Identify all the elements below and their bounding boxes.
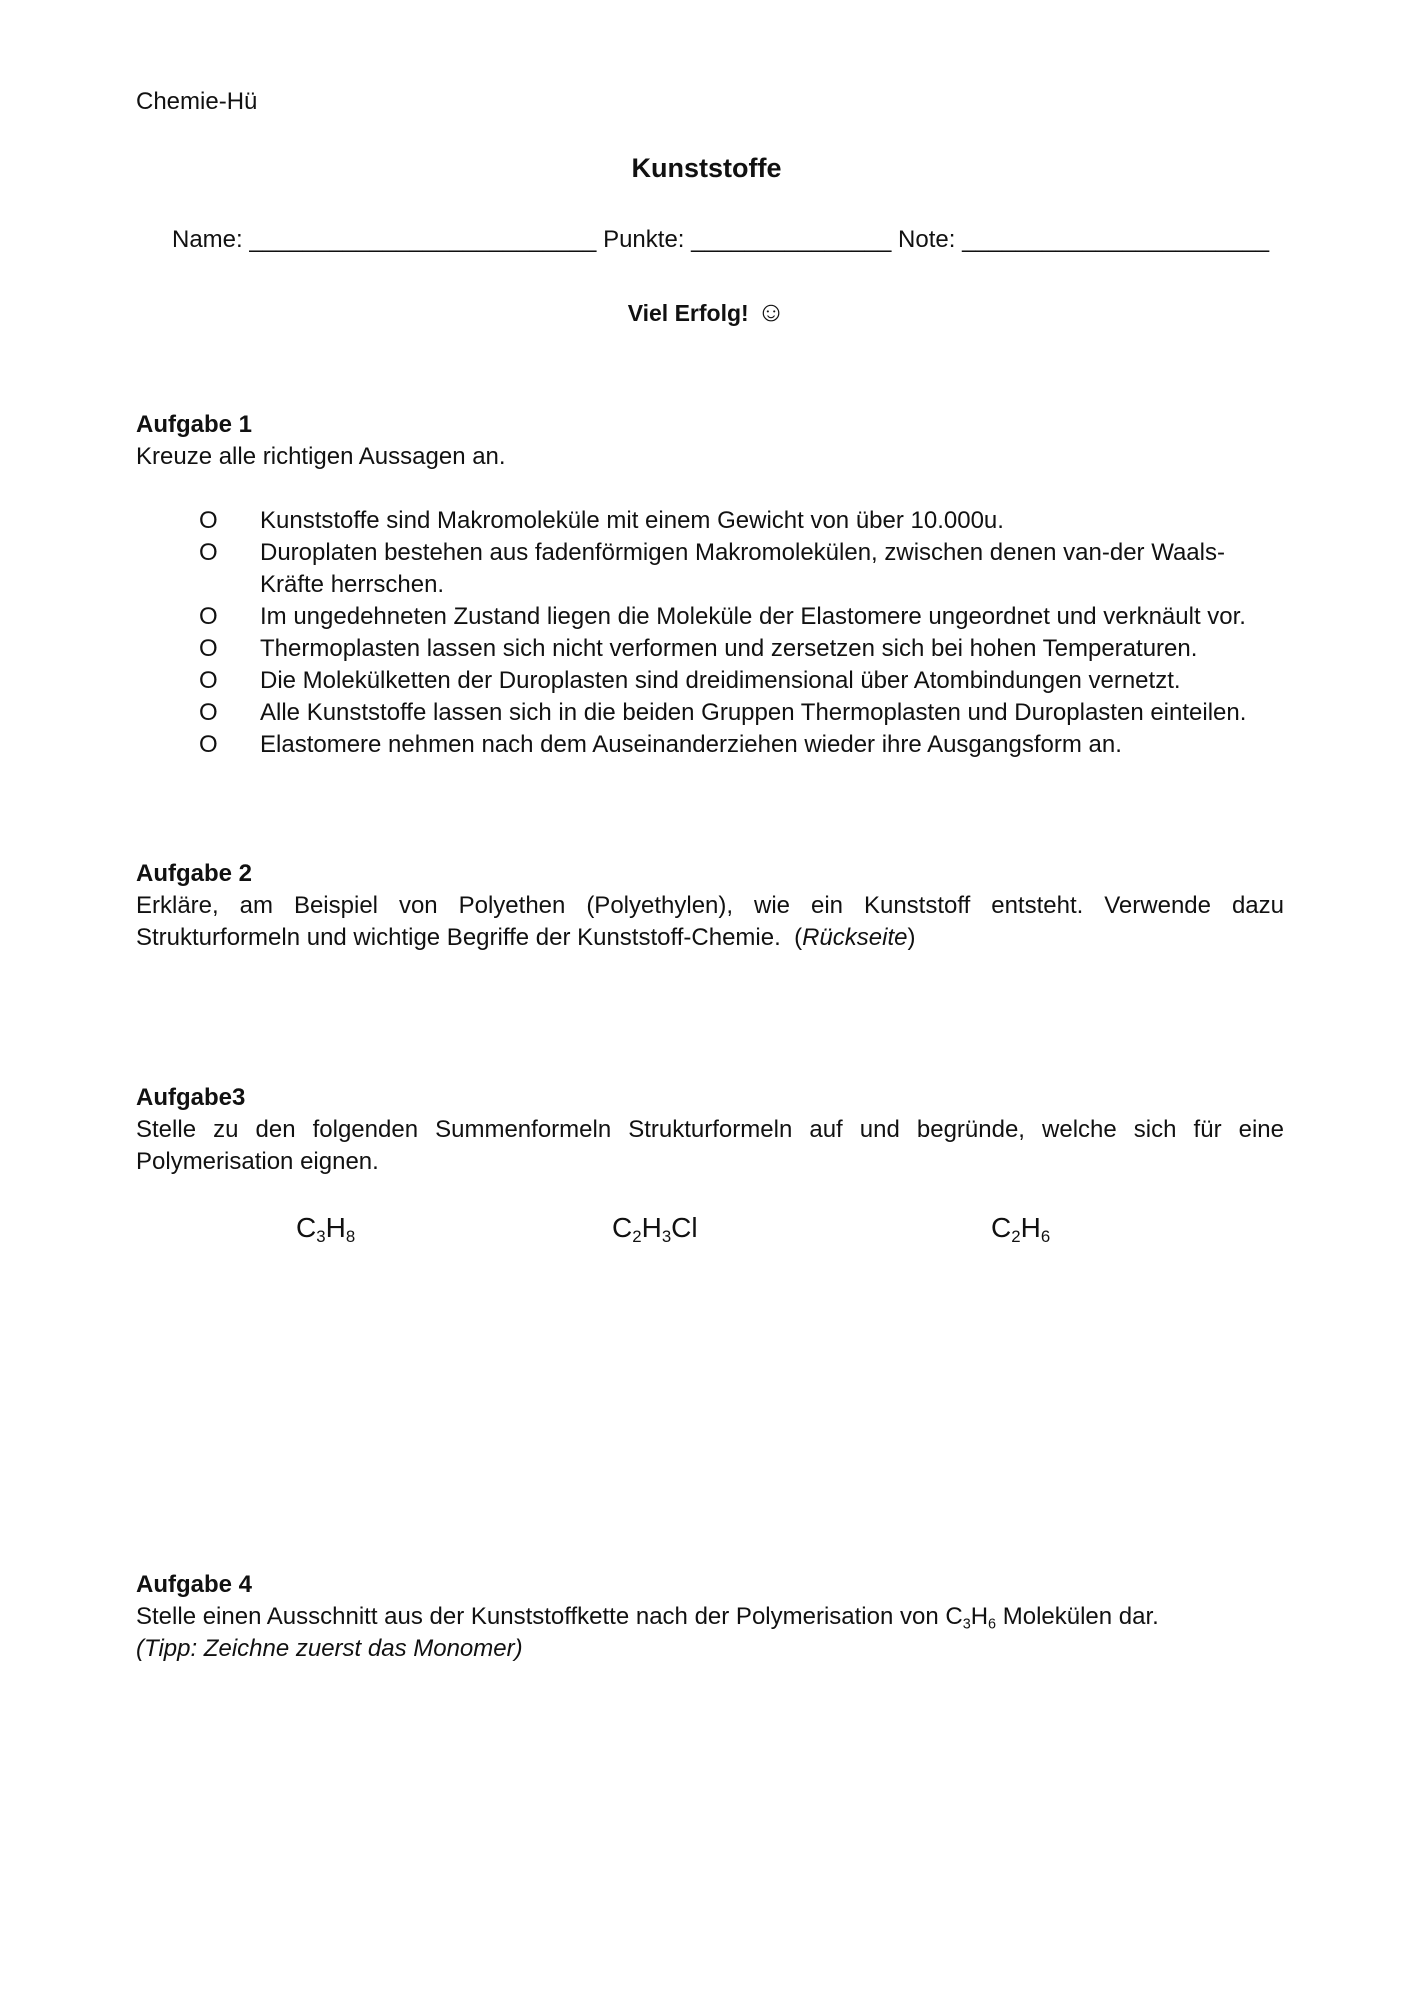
task1-option-7: Elastomere nehmen nach dem Auseinanderziehen wieder ihre Ausgangsform an. <box>260 731 1122 758</box>
formula-c2h3cl: $C_2H_3Cl$ <box>612 1212 698 1247</box>
task2-heading: Aufgabe 2 <box>136 860 253 887</box>
name-label: Name: <box>172 226 243 253</box>
punkte-label: Punkte: <box>603 226 685 253</box>
task1-checkbox-7[interactable]: O <box>199 731 218 758</box>
task2-text-line1: Erkläre, am Beispiel von Polyethen (Polyethylen), wie ein Kunststoff entsteht. Verwende dazu <box>136 892 1284 919</box>
task3-heading: Aufgabe3 <box>136 1084 246 1111</box>
task1-heading: Aufgabe 1 <box>136 411 253 438</box>
task4-tip: (Tipp: Zeichne zuerst das Monomer) <box>136 1635 523 1662</box>
task1-checkbox-3[interactable]: O <box>199 603 218 630</box>
page-title: Kunststoffe <box>631 153 782 183</box>
task1-instruction: Kreuze alle richtigen Aussagen an. <box>136 443 506 470</box>
task1-option-5: Die Molekülketten der Duroplasten sind dreidimensional über Atombindungen vernetzt. <box>260 667 1181 694</box>
task2-text-line2 <box>136 924 915 952</box>
greeting <box>0 296 1413 328</box>
formula-c2h6: $C_2H_6$ <box>991 1212 1051 1247</box>
task4-text-line1: Stelle einen Ausschnitt aus der Kunststoffkette nach der Polymerisation von $C_3H_6$ Molekülen dar. <box>136 1603 1159 1633</box>
course-header: Chemie-Hü <box>136 88 258 115</box>
punkte-field[interactable]: _______________ <box>691 226 892 253</box>
task1-checkbox-2[interactable]: O <box>199 539 218 566</box>
task2-note-open: ( <box>794 924 803 951</box>
formula-c3h8: $C_3H_8$ <box>296 1212 356 1247</box>
task1-checkbox-6[interactable]: O <box>199 699 218 726</box>
greeting-text: Viel Erfolg! <box>627 300 749 326</box>
task2-note-close: ) <box>907 924 916 951</box>
task2-text: Strukturformeln und wichtige Begriffe der Kunststoff-Chemie. <box>136 924 781 951</box>
task1-option-2-cont: Kräfte herrschen. <box>260 571 445 598</box>
task1-option-6: Alle Kunststoffe lassen sich in die beiden Gruppen Thermoplasten und Duroplasten einteilen. <box>260 699 1247 726</box>
note-field[interactable]: _______________________ <box>962 226 1270 253</box>
student-fields <box>172 226 1269 254</box>
name-field[interactable]: __________________________ <box>249 226 597 253</box>
note-label: Note: <box>898 226 956 253</box>
task1-option-2: Duroplaten bestehen aus fadenförmigen Makromolekülen, zwischen denen van-der Waals- <box>260 539 1225 566</box>
task1-checkbox-4[interactable]: O <box>199 635 218 662</box>
task1-checkbox-5[interactable]: O <box>199 667 218 694</box>
task3-text-line1: Stelle zu den folgenden Summenformeln Strukturformeln auf und begründe, welche sich für eine <box>136 1116 1284 1143</box>
smiley-icon: ☺ <box>756 296 786 327</box>
task2-note: Rückseite <box>802 924 908 951</box>
task1-option-3: Im ungedehneten Zustand liegen die Moleküle der Elastomere ungeordnet und verknäult vor. <box>260 603 1246 630</box>
task1-checkbox-1[interactable]: O <box>199 507 218 534</box>
task4-heading: Aufgabe 4 <box>136 1571 253 1598</box>
task1-option-1: Kunststoffe sind Makromoleküle mit einem Gewicht von über 10.000u. <box>260 507 1004 534</box>
task1-option-4: Thermoplasten lassen sich nicht verformen und zersetzen sich bei hohen Temperaturen. <box>260 635 1198 662</box>
task3-text-line2: Polymerisation eignen. <box>136 1148 379 1175</box>
